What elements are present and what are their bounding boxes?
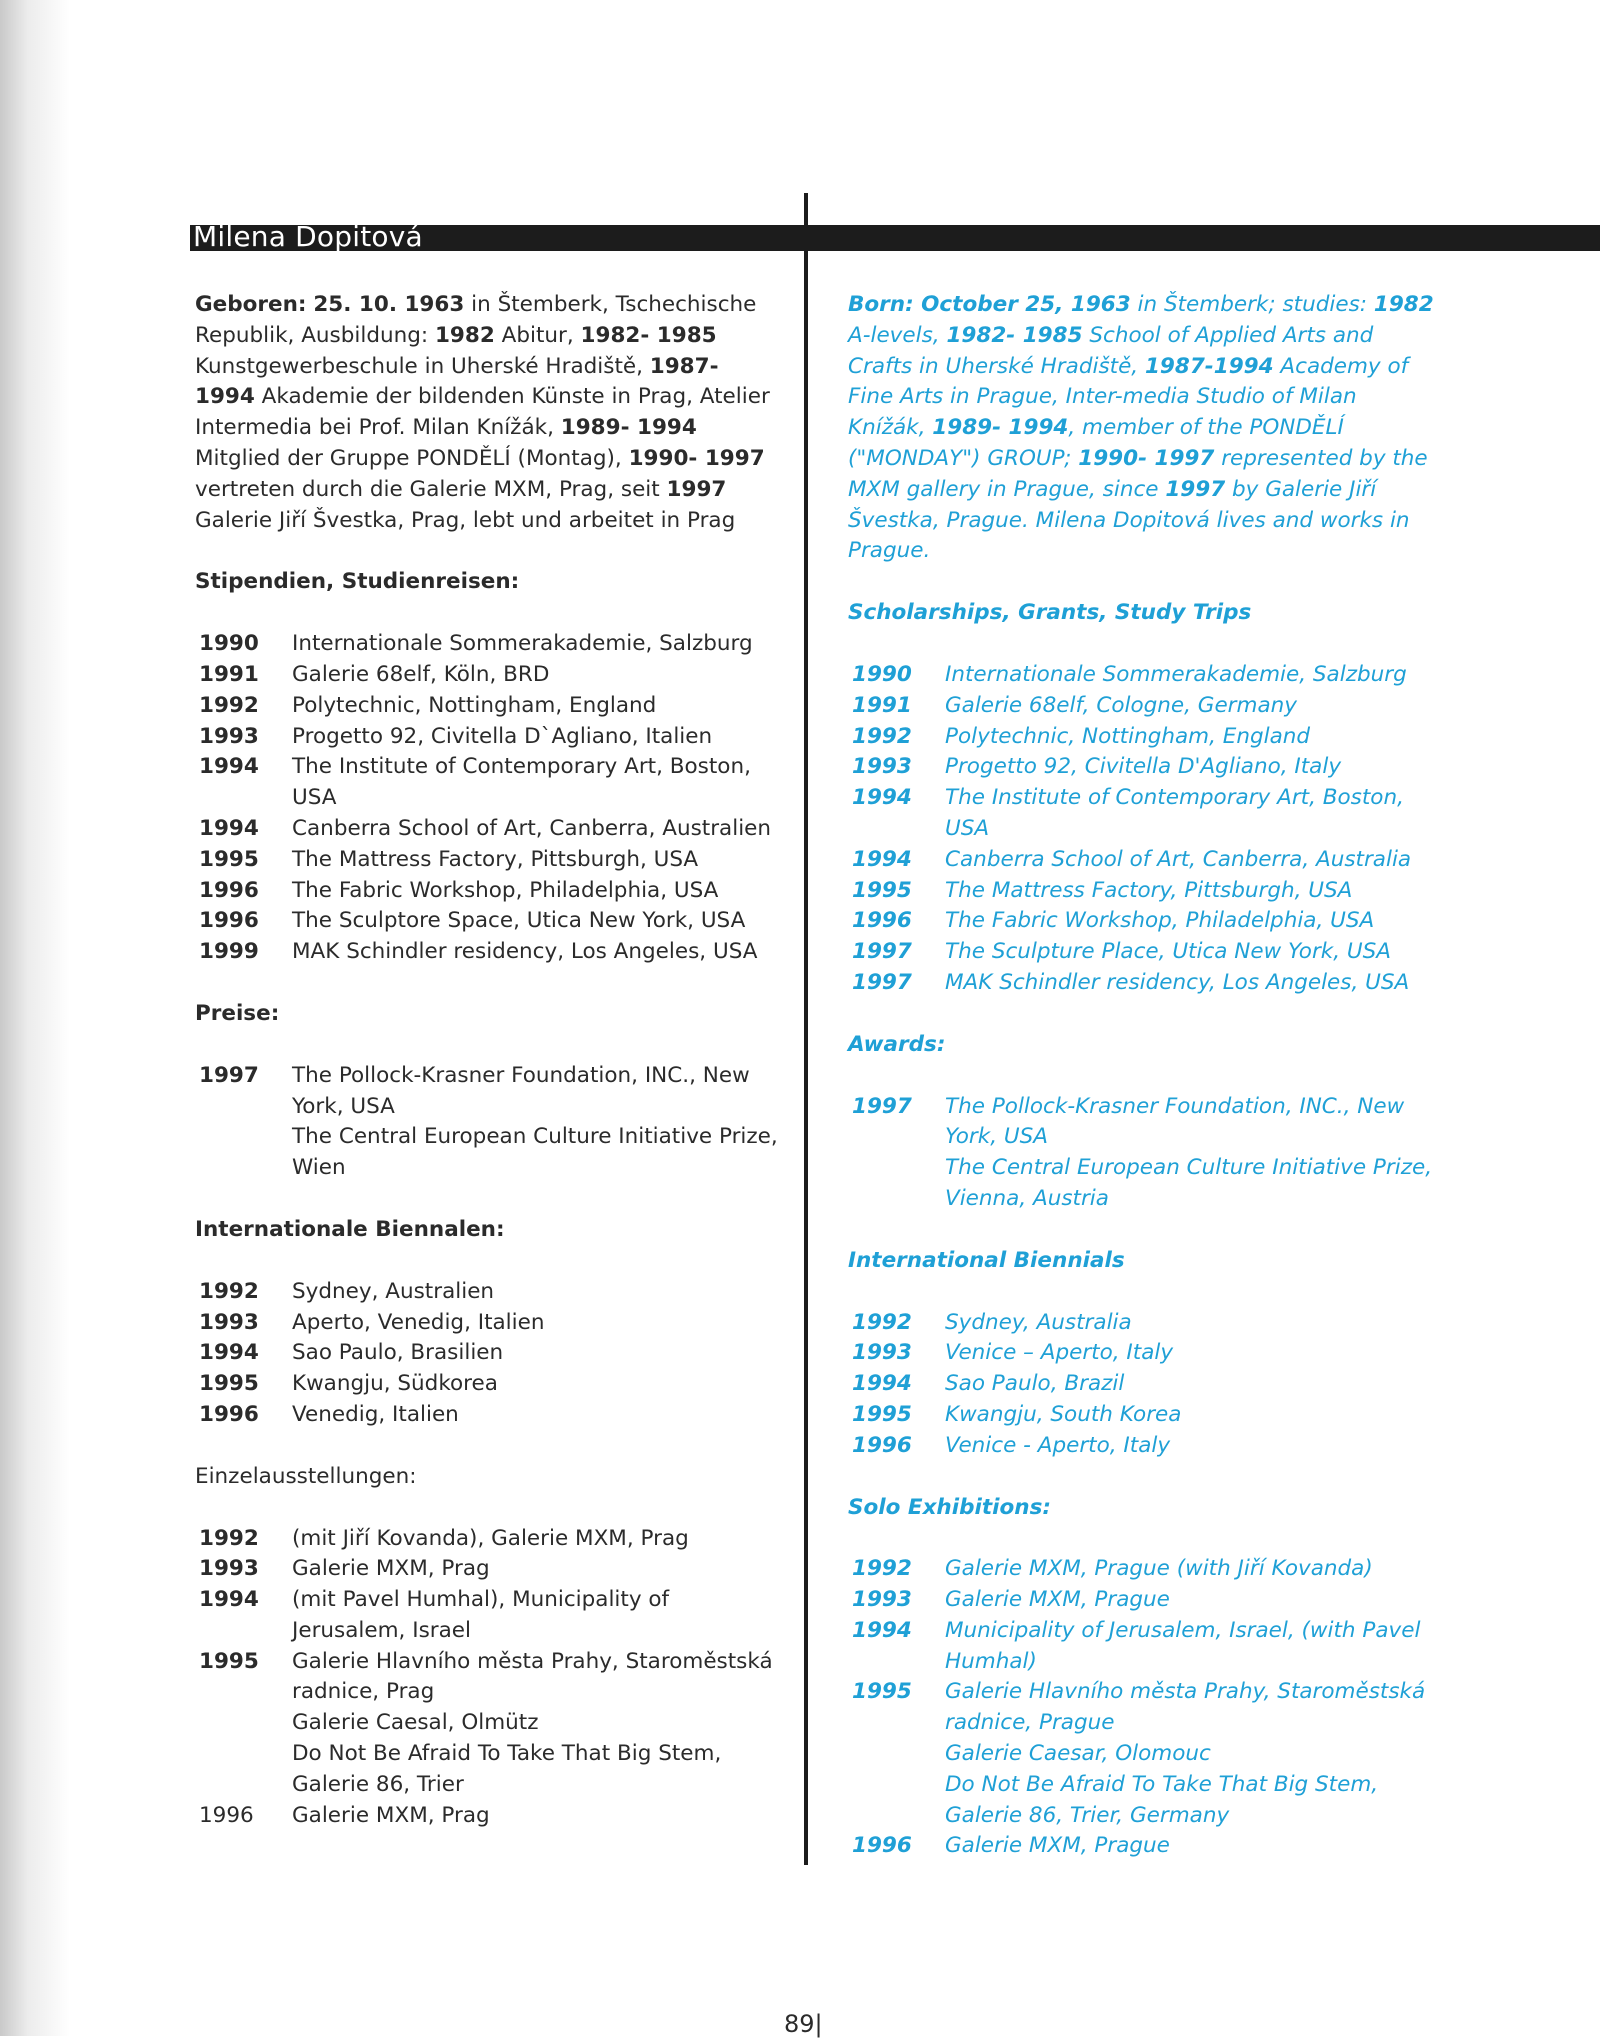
item-text: The Pollock-Krasner Foundation, INC., New York, USA	[292, 1062, 750, 1119]
item-year: 1992	[852, 1556, 912, 1582]
awards-heading: Awards:	[848, 1031, 946, 1057]
item-year: 1996	[199, 1401, 259, 1427]
page-number: 89|	[784, 2010, 823, 2038]
item-text: The Institute of Contemporary Art, Boston, USA	[292, 754, 751, 811]
item-text: The Fabric Workshop, Philadelphia, USA	[945, 908, 1375, 934]
bio-date: 1987- 1994	[195, 353, 719, 410]
bio-date: 1982	[434, 322, 495, 348]
item-year: 1992	[199, 692, 259, 718]
bio-date: 1989- 1994	[560, 415, 697, 441]
list-item	[195, 937, 780, 968]
item-year: 1994	[199, 754, 259, 780]
list-item	[195, 876, 780, 907]
bio-text: Mitglied der Gruppe PONDĚLÍ (Montag),	[195, 445, 629, 471]
list-item	[195, 1400, 780, 1431]
item-year: 1997	[852, 1093, 912, 1119]
item-year: 1994	[199, 815, 259, 841]
item-year: 1993	[199, 1556, 259, 1582]
awards-list	[195, 1061, 780, 1184]
solo-heading: Einzelausstellungen:	[195, 1463, 417, 1489]
item-text: Galerie MXM, Prague	[945, 1833, 1170, 1859]
item-year: 1995	[199, 1648, 259, 1674]
scholarships-list	[848, 660, 1438, 999]
item-text: The Sculpture Place, Utica New York, USA	[945, 939, 1391, 965]
bio-text: by Galerie Jiří Švestka, Prague. Milena Dopitová lives and works in Prague.	[848, 476, 1410, 564]
list-item	[195, 722, 780, 753]
biennials-list	[848, 1308, 1438, 1462]
list-item	[848, 876, 1438, 907]
item-year: 1996	[852, 1432, 912, 1458]
item-text: The Fabric Workshop, Philadelphia, USA	[292, 877, 719, 903]
list-item	[848, 1092, 1438, 1154]
bio-text: A-levels,	[848, 322, 947, 348]
item-year: 1992	[852, 723, 912, 749]
list-item	[195, 814, 780, 845]
list-item	[195, 752, 780, 814]
list-item	[848, 1616, 1438, 1678]
bio-text: represented by the MXM gallery in Prague, since	[848, 445, 1428, 502]
item-year: 1996	[199, 877, 259, 903]
item-text: Galerie MXM, Prag	[292, 1802, 490, 1828]
bio-date: 1987-1994	[1144, 353, 1274, 379]
solo-heading: Solo Exhibitions:	[848, 1494, 1051, 1520]
item-text: Sydney, Australien	[292, 1278, 495, 1304]
item-year: 1995	[199, 846, 259, 872]
list-item	[848, 1431, 1438, 1462]
item-text: (mit Jiří Kovanda), Galerie MXM, Prag	[292, 1525, 689, 1551]
item-text: The Institute of Contemporary Art, Boston, USA	[945, 785, 1404, 841]
item-text: Internationale Sommerakademie, Salzburg	[945, 661, 1407, 687]
bio-text: Kunstgewerbeschule in Uherské Hradiště,	[195, 353, 650, 379]
item-text: MAK Schindler residency, Los Angeles, USA	[292, 939, 758, 965]
item-text: Sao Paulo, Brasilien	[292, 1340, 504, 1366]
item-year: 1994	[199, 1340, 259, 1366]
scholarships-heading: Scholarships, Grants, Study Trips	[848, 600, 1252, 626]
item-text: Do Not Be Afraid To Take That Big Stem, Galerie 86, Trier	[292, 1741, 722, 1797]
item-text: The Mattress Factory, Pittsburgh, USA	[292, 846, 699, 872]
item-text: Sydney, Australia	[945, 1309, 1132, 1335]
list-item	[848, 906, 1438, 937]
list-item	[195, 906, 780, 937]
item-year: 1992	[852, 1309, 912, 1335]
item-year: 1994	[852, 1617, 912, 1643]
item-year: 1991	[852, 692, 912, 718]
item-text: Galerie MXM, Prague	[945, 1587, 1170, 1613]
item-year: 1991	[199, 661, 259, 687]
bio-date: 1982- 1985	[580, 322, 717, 348]
bio-text: Akademie der bildenden Künste in Prag, Atelier Intermedia bei Prof. Milan Knížák,	[195, 384, 770, 441]
item-text: Municipality of Jerusalem, Israel, (with Pavel Humhal)	[945, 1617, 1421, 1674]
item-year: 1994	[852, 1371, 912, 1397]
list-item	[848, 1153, 1438, 1215]
awards-heading: Preise:	[195, 1000, 280, 1026]
item-text: MAK Schindler residency, Los Angeles, USA	[945, 969, 1410, 995]
list-item	[848, 660, 1438, 691]
list-item	[195, 691, 780, 722]
bio-date: 1997	[666, 476, 727, 502]
list-item	[848, 1677, 1438, 1739]
item-text: The Pollock-Krasner Foundation, INC., New York, USA	[945, 1093, 1405, 1150]
bio-date: 1990- 1997	[1078, 445, 1215, 471]
item-text: Internationale Sommerakademie, Salzburg	[292, 631, 753, 657]
item-year	[195, 1122, 292, 1184]
list-item	[195, 1647, 780, 1709]
list-item	[848, 783, 1438, 845]
list-item	[195, 1801, 780, 1832]
list-item	[848, 1369, 1438, 1400]
item-text: Galerie Hlavního města Prahy, Staroměstská radnice, Prague	[945, 1679, 1426, 1736]
list-item	[195, 1585, 780, 1647]
item-year: 1997	[199, 1062, 259, 1088]
item-text: Galerie Caesar, Olomouc	[945, 1741, 1211, 1767]
item-text: Venedig, Italien	[292, 1401, 459, 1427]
item-text: The Central European Culture Initiative Prize, Vienna, Austria	[945, 1155, 1433, 1211]
item-text: Galerie Hlavního města Prahy, Staroměstská radnice, Prag	[292, 1648, 773, 1705]
item-year: 1993	[852, 1587, 912, 1613]
page-title: Milena Dopitová	[193, 220, 423, 253]
item-year: 1996	[199, 908, 259, 934]
biennials-heading: Internationale Biennalen:	[195, 1216, 505, 1242]
list-item	[848, 845, 1438, 876]
list-item	[848, 1770, 1438, 1832]
bio-text: School of Applied Arts and Crafts in Uherské Hradiště,	[848, 322, 1374, 379]
item-year: 1995	[852, 1679, 912, 1705]
bio-date: 25. 10. 1963	[313, 292, 465, 317]
item-text: Kwangju, Südkorea	[292, 1371, 498, 1397]
list-item	[848, 1400, 1438, 1431]
item-year: 1996	[852, 1833, 912, 1859]
item-text: Do Not Be Afraid To Take That Big Stem, Galerie 86, Trier, Germany	[945, 1771, 1379, 1828]
list-item	[195, 629, 780, 660]
item-year: 1994	[852, 785, 912, 811]
biennials-list	[195, 1277, 780, 1431]
list-item	[195, 1122, 780, 1184]
list-item	[195, 1308, 780, 1339]
item-year: 1999	[199, 939, 259, 965]
solo-list	[848, 1554, 1438, 1862]
list-item	[848, 1831, 1438, 1862]
bio-text: Galerie Jiří Švestka, Prag, lebt und arbeitet in Prag	[195, 507, 736, 533]
item-year: 1993	[199, 723, 259, 749]
item-year: 1996	[852, 908, 912, 934]
list-item	[848, 1308, 1438, 1339]
list-item	[195, 1554, 780, 1585]
bio-date: 1982- 1985	[946, 322, 1083, 348]
bio-date: October 25, 1963	[921, 292, 1131, 317]
item-text: The Mattress Factory, Pittsburgh, USA	[945, 877, 1353, 903]
list-item	[848, 752, 1438, 783]
item-text: Venice - Aperto, Italy	[945, 1432, 1171, 1458]
english-column	[848, 290, 1438, 1862]
bio-text: , member of the PONDĚLÍ ("MONDAY") GROUP;	[848, 415, 1344, 471]
item-text: Aperto, Venedig, Italien	[292, 1309, 545, 1335]
item-text: Sao Paulo, Brazil	[945, 1371, 1125, 1397]
bio-date: 1990- 1997	[628, 445, 765, 471]
item-text: Galerie 68elf, Köln, BRD	[292, 661, 550, 687]
bio-paragraph	[195, 290, 780, 536]
biennials-heading: International Biennials	[848, 1247, 1125, 1273]
item-text: Galerie MXM, Prag	[292, 1556, 490, 1582]
awards-list	[848, 1092, 1438, 1215]
item-text: The Sculptore Space, Utica New York, USA	[292, 908, 746, 934]
item-year	[195, 1739, 292, 1801]
item-text: Polytechnic, Nottingham, England	[292, 692, 657, 718]
bio-paragraph	[848, 290, 1438, 567]
item-year: 1997	[852, 969, 912, 995]
scholarships-heading: Stipendien, Studienreisen:	[195, 569, 520, 595]
german-column	[195, 290, 780, 1831]
bio-date: 1982	[1373, 292, 1434, 317]
list-item	[195, 1338, 780, 1369]
item-year: 1994	[199, 1587, 259, 1613]
item-year: 1992	[199, 1278, 259, 1304]
item-year: 1995	[852, 877, 912, 903]
list-item	[848, 1554, 1438, 1585]
bio-text: in Štemberk, Tschechische Republik, Ausbildung:	[195, 292, 757, 348]
item-year: 1992	[199, 1525, 259, 1551]
item-year: 1996	[199, 1802, 254, 1828]
item-text: Progetto 92, Civitella D`Agliano, Italien	[292, 723, 713, 749]
item-year: 1993	[199, 1309, 259, 1335]
item-text: Progetto 92, Civitella D'Agliano, Italy	[945, 754, 1342, 780]
item-text: The Central European Culture Initiative Prize, Wien	[292, 1124, 778, 1181]
item-year: 1995	[852, 1401, 912, 1427]
item-year	[848, 1770, 945, 1832]
item-text: Venice – Aperto, Italy	[945, 1340, 1174, 1366]
item-text: Canberra School of Art, Canberra, Australien	[292, 815, 772, 841]
item-text: Galerie Caesal, Olmütz	[292, 1710, 539, 1736]
bio-text: Abitur,	[494, 322, 581, 348]
page-gutter-shadow	[0, 0, 70, 2036]
item-text: Kwangju, South Korea	[945, 1401, 1182, 1427]
column-divider	[804, 193, 808, 1865]
item-year	[848, 1739, 945, 1770]
item-year: 1994	[852, 846, 912, 872]
item-year	[195, 1708, 292, 1739]
list-item	[195, 660, 780, 691]
solo-list	[195, 1524, 780, 1832]
bio-text: Academy of Fine Arts in Prague, Inter-media Studio of Milan Knížák,	[848, 353, 1409, 441]
list-item	[195, 1277, 780, 1308]
item-text: Galerie 68elf, Cologne, Germany	[945, 692, 1297, 718]
item-text: Polytechnic, Nottingham, England	[945, 723, 1311, 749]
bio-text: in Štemberk; studies:	[1130, 292, 1374, 317]
bio-date: Born:	[848, 292, 922, 317]
bio-date: Geboren:	[195, 292, 307, 317]
list-item	[195, 1524, 780, 1555]
bio-text: vertreten durch die Galerie MXM, Prag, seit	[195, 476, 667, 502]
scholarships-list	[195, 629, 780, 968]
list-item	[848, 722, 1438, 753]
bio-date: 1997	[1165, 476, 1226, 502]
item-text: Canberra School of Art, Canberra, Australia	[945, 846, 1412, 872]
bio-date: 1989- 1994	[932, 415, 1069, 441]
list-item	[195, 1708, 780, 1739]
list-item	[848, 968, 1438, 999]
list-item	[848, 1338, 1438, 1369]
list-item	[195, 845, 780, 876]
list-item	[195, 1739, 780, 1801]
item-year: 1990	[199, 631, 259, 657]
list-item	[848, 1585, 1438, 1616]
item-year: 1993	[852, 754, 912, 780]
item-year: 1995	[199, 1371, 259, 1397]
list-item	[195, 1061, 780, 1123]
item-year: 1993	[852, 1340, 912, 1366]
item-year: 1997	[852, 939, 912, 965]
list-item	[848, 1739, 1438, 1770]
item-text: Galerie MXM, Prague (with Jiří Kovanda)	[945, 1556, 1373, 1582]
list-item	[195, 1369, 780, 1400]
list-item	[848, 691, 1438, 722]
item-year	[848, 1153, 945, 1215]
item-text: (mit Pavel Humhal), Municipality of Jerusalem, Israel	[292, 1587, 670, 1643]
item-year: 1990	[852, 661, 912, 687]
list-item	[848, 937, 1438, 968]
